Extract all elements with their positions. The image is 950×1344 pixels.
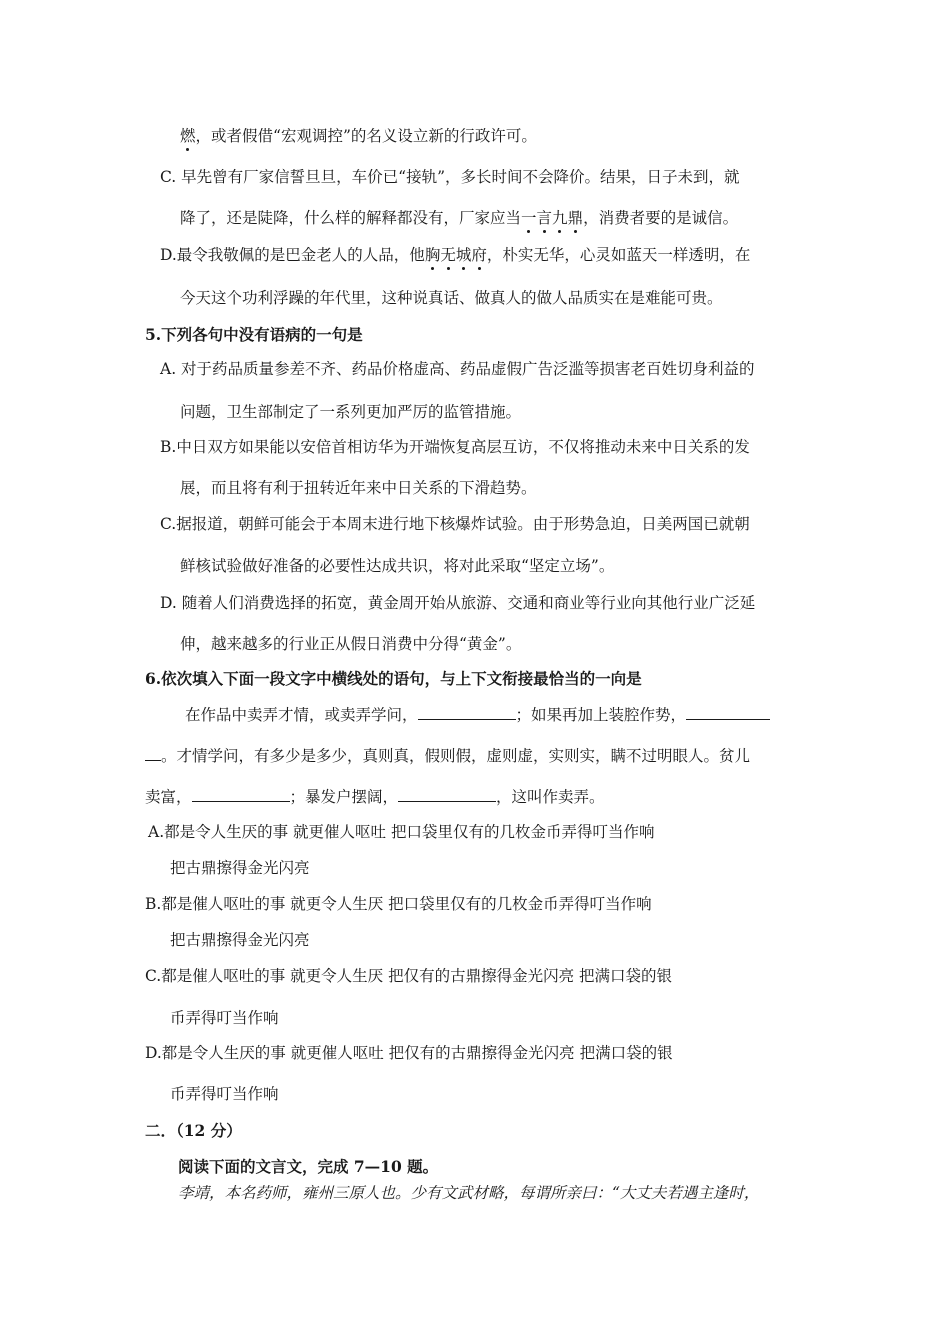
q5-option-d-line1: D. 随着人们消费选择的拓宽，黄金周开始从旅游、交通和商业等行业向其他行业广泛延 bbox=[160, 594, 756, 612]
dotted-char: 城 bbox=[455, 246, 472, 264]
dotted-char: 鼎 bbox=[567, 209, 584, 227]
dotted-phrase bbox=[425, 246, 487, 264]
section-2-heading: 二．（12 分） bbox=[145, 1121, 242, 1140]
dotted-char: 府 bbox=[471, 246, 487, 264]
q6-option-a-line2: 把古鼎擦得金光闪亮 bbox=[170, 859, 310, 877]
q5-option-c-line1: C.据报道，朝鲜可能会于本周末进行地下核爆炸试验。由于形势急迫，日美两国已就朝 bbox=[160, 515, 750, 533]
q6-passage-line2: 。才情学问，有多少是多少，真则真，假则假，虚则虚，实则实，瞒不过明眼人。贫儿 bbox=[145, 746, 750, 766]
dotted-char: 言 bbox=[536, 209, 553, 227]
blank-1 bbox=[418, 705, 516, 720]
q6-option-a-line1: A.都是令人生厌的事 就更催人呕吐 把口袋里仅有的几枚金币弄得叮当作响 bbox=[148, 823, 655, 841]
q6-option-c-line1: C.都是催人呕吐的事 就更令人生厌 把仅有的古鼎擦得金光闪亮 把满口袋的银 bbox=[145, 967, 673, 985]
blank-2-cont bbox=[145, 746, 161, 761]
q5-option-b-line2: 展，而且将有利于扭转近年来中日关系的下滑趋势。 bbox=[180, 479, 537, 497]
blank-3 bbox=[192, 787, 290, 802]
q5-option-a-line2: 问题，卫生部制定了一系列更加严厉的监管措施。 bbox=[180, 403, 522, 421]
q4-option-c-line2: 降了，还是陡降，什么样的解释都没有，厂家应当一言九鼎，消费者要的是诚信。 bbox=[180, 209, 739, 227]
q4-option-d-line1: D.最令我敬佩的是巴金老人的人品，他胸无城府，朴实无华，心灵如蓝天一样透明，在 bbox=[160, 246, 751, 264]
q6-option-b-line2: 把古鼎擦得金光闪亮 bbox=[170, 931, 310, 949]
dotted-char: 九 bbox=[552, 209, 568, 227]
q6-option-d-line2: 币弄得叮当作响 bbox=[170, 1085, 279, 1103]
dotted-char: 一 bbox=[521, 209, 537, 227]
q6-option-c-line2: 币弄得叮当作响 bbox=[170, 1009, 279, 1027]
classical-text-line1: 李靖，本名药师，雍州三原人也。少有文武材略，每谓所亲曰：“大丈夫若遇主逢时， bbox=[178, 1184, 760, 1202]
q5-option-a-line1: A. 对于药品质量参差不齐、药品价格虚高、药品虚假广告泛滥等损害老百姓切身利益的 bbox=[160, 360, 755, 378]
q4-option-c-line1: C. 早先曾有厂家信誓旦旦，车价已“接轨”，多长时间不会降价。结果，日子未到，就 bbox=[160, 168, 740, 186]
q6-option-b-line1: B.都是催人呕吐的事 就更令人生厌 把口袋里仅有的几枚金币弄得叮当作响 bbox=[145, 895, 652, 913]
q6-title: 6.依次填入下面一段文字中横线处的语句，与上下文衔接最恰当的一向是 bbox=[145, 669, 642, 688]
q4-option-d-line2: 今天这个功利浮躁的年代里，这种说真话、做真人的做人品质实在是难能可贵。 bbox=[180, 289, 723, 307]
q5-option-b-line1: B.中日双方如果能以安倍首相访华为开端恢复高层互访，不仅将推动未来中日关系的发 bbox=[160, 438, 750, 456]
dotted-char: 无 bbox=[440, 246, 456, 264]
section-2-instruction: 阅读下面的文言文，完成 7—10 题。 bbox=[178, 1157, 439, 1176]
q6-option-d-line1: D.都是令人生厌的事 就更催人呕吐 把仅有的古鼎擦得金光闪亮 把满口袋的银 bbox=[145, 1044, 673, 1062]
dotted-char: 燃 bbox=[180, 127, 196, 145]
blank-2 bbox=[686, 705, 770, 720]
q5-title: 5.下列各句中没有语病的一句是 bbox=[145, 325, 363, 344]
dotted-char: 胸 bbox=[424, 246, 441, 264]
q5-option-d-line2: 伸，越来越多的行业正从假日消费中分得“黄金”。 bbox=[180, 635, 522, 653]
q6-passage-line1: 在作品中卖弄才情，或卖弄学问， ；如果再加上装腔作势， bbox=[185, 705, 770, 725]
dotted-phrase bbox=[521, 209, 583, 227]
q5-option-c-line2: 鲜核试验做好准备的必要性达成共识，将对此采取“坚定立场”。 bbox=[180, 557, 615, 575]
q6-passage-line3: 卖富， ；暴发户摆阔， ，这叫作卖弄。 bbox=[145, 788, 605, 806]
blank-4 bbox=[398, 787, 496, 802]
q4-option-b-line2: 燃，或者假借“宏观调控”的名义设立新的行政许可。 bbox=[180, 127, 537, 145]
